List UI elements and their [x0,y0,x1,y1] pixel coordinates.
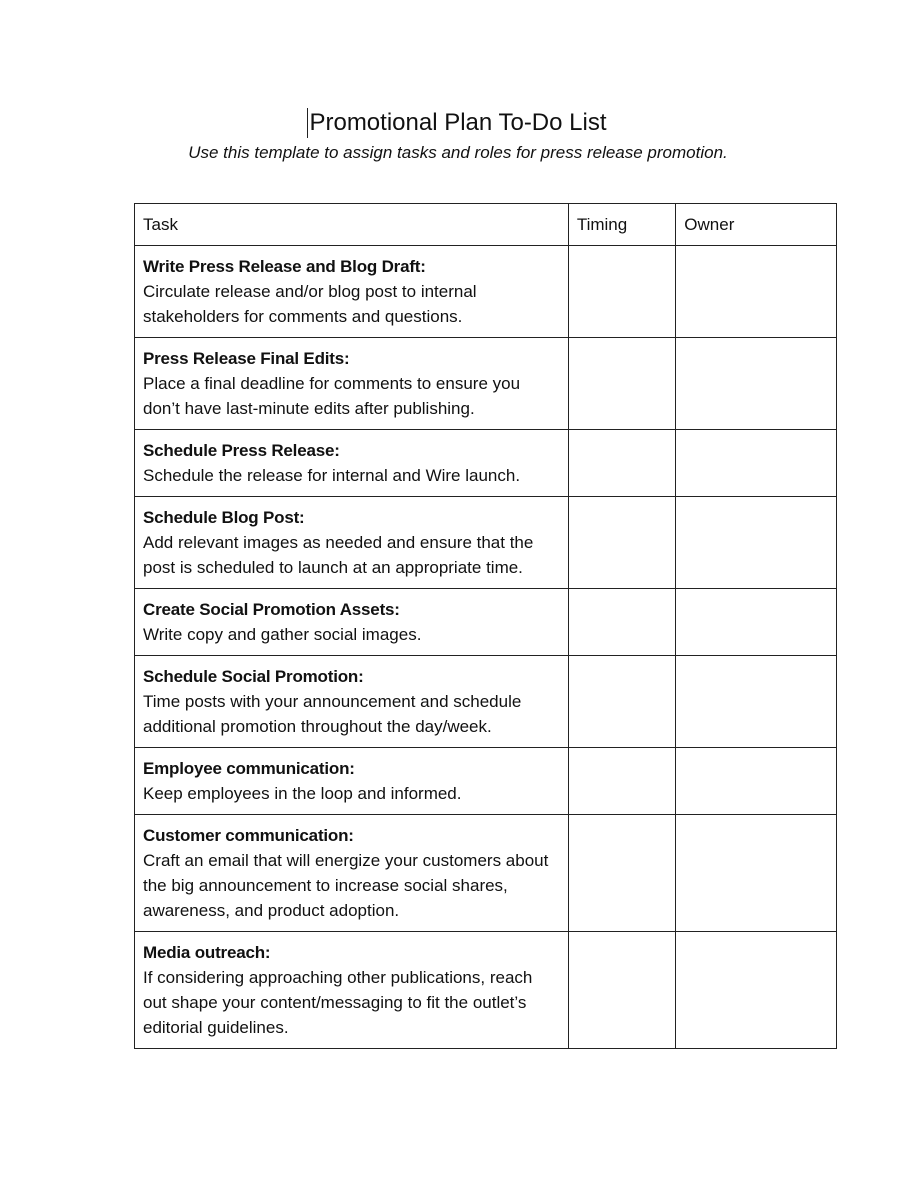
timing-cell[interactable] [568,589,675,656]
task-title: Create Social Promotion Assets: [143,600,400,619]
header-owner: Owner [676,204,837,246]
page-title-text: Promotional Plan To-Do List [309,109,607,136]
table-row [135,246,837,338]
table-row [135,497,837,589]
table-row [135,430,837,497]
task-description: Write copy and gather social images. [143,625,422,644]
task-title: Schedule Press Release: [143,441,340,460]
task-description: Place a final deadline for comments to ensure you don’t have last-minute edits after publishing. [143,374,521,418]
timing-cell[interactable] [568,430,675,497]
task-cell[interactable] [135,430,569,497]
table-row [135,656,837,748]
header-timing: Timing [568,204,675,246]
task-cell[interactable] [135,656,569,748]
timing-cell[interactable] [568,748,675,815]
todo-table [134,203,837,1049]
timing-cell[interactable] [568,497,675,589]
page-subtitle: Use this template to assign tasks and roles for press release promotion. [188,143,728,162]
timing-cell[interactable] [568,246,675,338]
table-body [135,246,837,1049]
table-row [135,815,837,932]
task-description: Add relevant images as needed and ensure that the post is scheduled to launch at an appropriate time. [143,533,534,577]
task-description: Keep employees in the loop and informed. [143,784,462,803]
task-cell[interactable] [135,497,569,589]
page-title [0,106,916,140]
owner-cell[interactable] [676,497,837,589]
task-cell[interactable] [135,748,569,815]
owner-cell[interactable] [676,246,837,338]
table-row [135,748,837,815]
task-description: Time posts with your announcement and schedule additional promotion throughout the day/week. [143,692,522,736]
table-row [135,338,837,430]
task-title: Press Release Final Edits: [143,349,350,368]
task-description: Schedule the release for internal and Wire launch. [143,466,521,485]
owner-cell[interactable] [676,589,837,656]
task-description: Craft an email that will energize your customers about the big announcement to increase social shares, awareness, and product adoption. [143,851,549,920]
table-header-row [135,204,837,246]
text-cursor [307,108,308,138]
task-title: Employee communication: [143,759,355,778]
task-title: Schedule Blog Post: [143,508,305,527]
owner-cell[interactable] [676,338,837,430]
timing-cell[interactable] [568,338,675,430]
task-title: Write Press Release and Blog Draft: [143,257,426,276]
task-title: Media outreach: [143,943,271,962]
task-description: If considering approaching other publications, reach out shape your content/messaging to fit the outlet’s editorial guidelines. [143,968,533,1037]
header-task: Task [135,204,569,246]
task-cell[interactable] [135,589,569,656]
task-description: Circulate release and/or blog post to internal stakeholders for comments and questions. [143,282,477,326]
table-row [135,932,837,1049]
task-cell[interactable] [135,338,569,430]
owner-cell[interactable] [676,748,837,815]
owner-cell[interactable] [676,430,837,497]
timing-cell[interactable] [568,815,675,932]
task-cell[interactable] [135,246,569,338]
timing-cell[interactable] [568,932,675,1049]
owner-cell[interactable] [676,932,837,1049]
owner-cell[interactable] [676,656,837,748]
task-cell[interactable] [135,932,569,1049]
task-title: Schedule Social Promotion: [143,667,364,686]
task-title: Customer communication: [143,826,354,845]
owner-cell[interactable] [676,815,837,932]
table-row [135,589,837,656]
timing-cell[interactable] [568,656,675,748]
title-wrap [309,106,606,140]
task-cell[interactable] [135,815,569,932]
